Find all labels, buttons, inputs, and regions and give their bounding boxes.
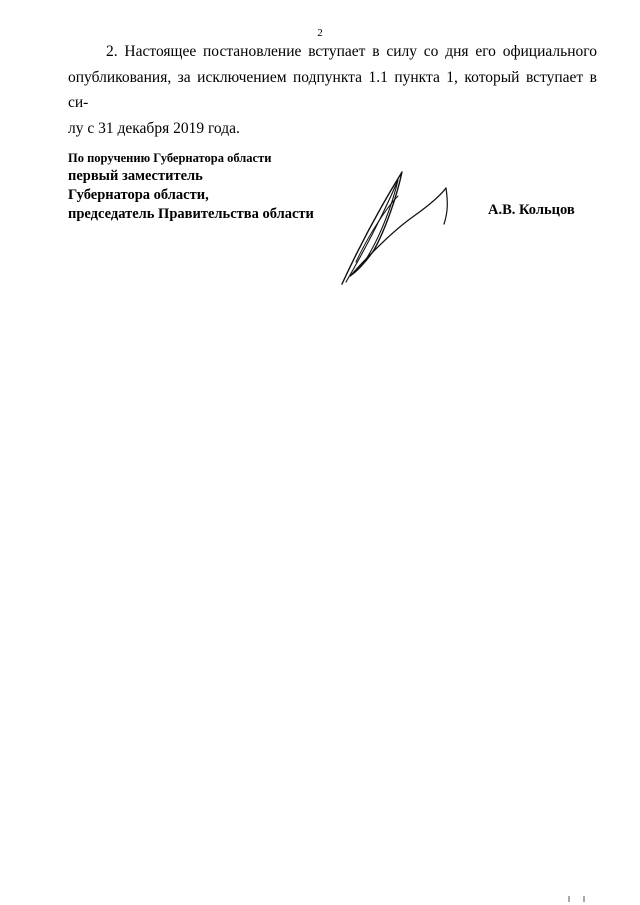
paragraph-line: 2. Настоящее постановление вступает в силу со дня его официального	[106, 43, 597, 60]
signer-title-line: Губернатора области,	[68, 187, 209, 203]
page-number: 2	[317, 27, 323, 39]
handwritten-signature	[332, 166, 462, 288]
signer-title-line: председатель Правительства области	[68, 206, 314, 222]
signature-instruction: По поручению Губернатора области	[68, 151, 272, 165]
paragraph-line: лу с 31 декабря 2019 года.	[68, 119, 240, 137]
scan-corner-marks	[565, 895, 589, 903]
paragraph-line: опубликования, за исключением подпункта 1.1 пункта 1, который вступает в си-	[68, 68, 597, 111]
signature-block	[68, 150, 314, 224]
signature-stroke	[444, 188, 447, 224]
signature-stroke	[342, 172, 402, 284]
body-paragraph	[68, 39, 597, 141]
signer-name: А.В. Кольцов	[488, 202, 575, 218]
signer-title-line: первый заместитель	[68, 168, 203, 184]
